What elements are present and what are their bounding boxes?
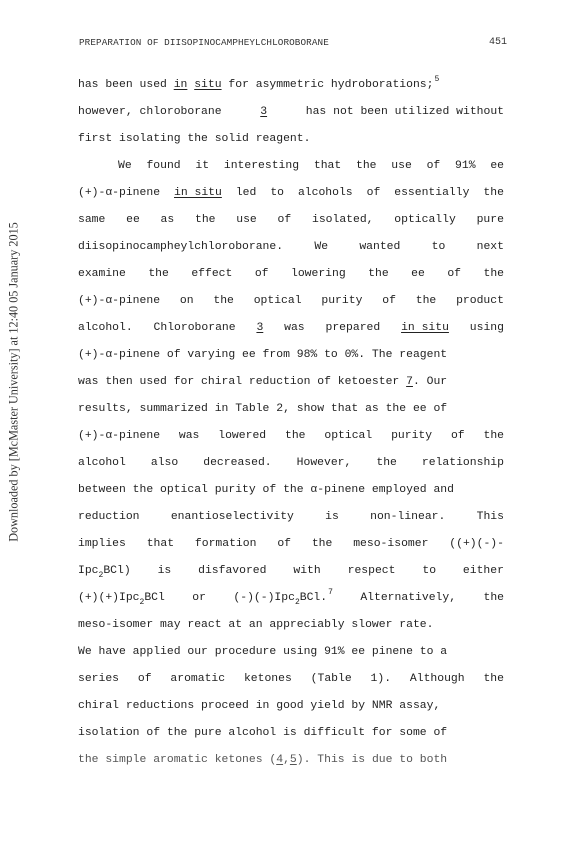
word: the (483, 673, 504, 685)
text-line: however, chloroborane 3 has not been utilized without (78, 106, 504, 118)
word: the (483, 187, 504, 199)
word: optically (394, 214, 456, 226)
word: on (179, 295, 194, 307)
word: enantioselectivity (170, 511, 294, 523)
word: the (376, 457, 397, 469)
text-line (78, 293, 504, 309)
word: essentially (394, 187, 470, 199)
word: of (277, 214, 292, 226)
word: to (270, 187, 284, 199)
word: of (447, 268, 461, 280)
word: is (325, 511, 339, 523)
word: 1). (370, 673, 392, 685)
word: the (284, 430, 306, 442)
word: the (483, 268, 504, 280)
word: (+)-α-pinene (78, 430, 161, 442)
word: ee (411, 268, 425, 280)
word: (Table (310, 673, 352, 685)
word: disfavored (198, 565, 267, 577)
word: the (213, 295, 234, 307)
text-line: meso-isomer may react at an appreciably slower rate. (78, 619, 434, 631)
word: effect (191, 268, 233, 280)
word: ee (126, 214, 140, 226)
word: (+)-α-pinene (78, 187, 161, 199)
word: next (476, 241, 504, 253)
text-line (78, 239, 504, 255)
word: the (311, 538, 333, 550)
word: aromatic (170, 673, 226, 685)
word: also (150, 457, 179, 469)
word: with (293, 565, 321, 577)
word: that (146, 538, 175, 550)
text-line: first isolating the solid reagent. (78, 133, 311, 145)
word: same (78, 214, 106, 226)
text-line: was then used for chiral reduction of ketoester 7. Our (78, 376, 448, 388)
word: This (476, 511, 504, 523)
word: interesting (223, 160, 300, 172)
word: the (355, 160, 377, 172)
word: isolated, (311, 214, 374, 226)
word: reduction (78, 511, 140, 523)
word: implies (78, 538, 126, 550)
word: ketones (243, 673, 292, 685)
text-line: results, summarized in Table 2, show that as the ee of (78, 403, 448, 415)
word: alcohol (78, 457, 126, 469)
word: product (456, 295, 504, 307)
word: of (382, 295, 396, 307)
text-line: alcohol. Chloroborane 3 was prepared in situ using (78, 322, 504, 334)
word: found (146, 160, 181, 172)
word: pure (476, 214, 504, 226)
word: of (137, 673, 152, 685)
text-line: chiral reductions proceed in good yield by NMR assay, (78, 700, 441, 712)
word: the (368, 268, 389, 280)
word: the (194, 214, 216, 226)
word: optical (324, 430, 373, 442)
word: optical (253, 295, 302, 307)
word: decreased. (203, 457, 272, 469)
word: non-linear. (370, 511, 446, 523)
word: of (254, 268, 269, 280)
word: lowered (218, 430, 267, 442)
word: However, (296, 457, 352, 469)
text-line (78, 266, 504, 282)
word: series (78, 673, 120, 685)
word: use (391, 160, 412, 172)
text-line (78, 509, 504, 525)
word: was (178, 430, 200, 442)
word: is (157, 565, 172, 577)
word: of (450, 430, 465, 442)
word: purity (321, 295, 363, 307)
word: to (431, 241, 446, 253)
word: ((+)(-)- (449, 538, 504, 550)
word: Although (409, 673, 465, 685)
running-header (79, 37, 507, 53)
text-line (78, 185, 504, 201)
word: the (415, 295, 437, 307)
word: that (313, 160, 342, 172)
word: purity (391, 430, 433, 442)
text-line: (+)(+)Ipc$_2$BCl or (-)(-)Ipc$_2$BCl.$^7$ Alternatively, the (78, 588, 504, 607)
word: of (426, 160, 441, 172)
word: it (195, 160, 210, 172)
word: as (160, 214, 175, 226)
word: (+)-α-pinene (78, 295, 161, 307)
word: the (483, 430, 504, 442)
word: of (366, 187, 381, 199)
word: alcohols (297, 187, 353, 199)
text-line: We have applied our procedure using 91% ee pinene to a (78, 646, 448, 658)
text-line (78, 428, 504, 444)
word: We (118, 160, 132, 172)
text-line (78, 212, 504, 228)
header-title: PREPARATION OF DIISOPINOCAMPHEYLCHLOROBORANE (79, 37, 329, 48)
text-line: has been used in situ for asymmetric hydroborations;$^5$ (78, 75, 440, 91)
text-line: (+)-α-pinene of varying ee from 98% to 0%. The reagent (78, 349, 448, 361)
word: lowering (291, 268, 346, 280)
download-notice-text: Downloaded by [McMaster University] at 12:40 05 January 2015 (6, 222, 21, 542)
word: led (235, 187, 257, 199)
word: diisopinocampheylchloroborane. (78, 241, 284, 253)
text-line: Ipc$_2$BCl) is disfavored with respect to either (78, 565, 504, 580)
text-line: between the optical purity of the α-pinene employed and (78, 484, 454, 496)
text-line (118, 158, 504, 174)
download-notice (4, 162, 24, 602)
text-line (78, 536, 504, 552)
word: of (277, 538, 291, 550)
text-line: isolation of the pure alcohol is difficult for some of (78, 727, 448, 739)
word: wanted (359, 241, 401, 253)
word: either (462, 565, 504, 577)
word: to (422, 565, 437, 577)
word: examine (78, 268, 126, 280)
page-number: 451 (488, 37, 507, 48)
word: 91% (455, 160, 476, 172)
text-line (78, 671, 504, 687)
word: respect (347, 565, 396, 577)
word: relationship (421, 457, 504, 469)
text-line (78, 455, 504, 471)
word: in situ (174, 187, 222, 199)
word: use (236, 214, 257, 226)
word: ee (490, 160, 504, 172)
word: the (148, 268, 169, 280)
word: We (314, 241, 329, 253)
word: formation (194, 538, 257, 550)
text-line: the simple aromatic ketones (4,5). This is due to both (78, 754, 448, 766)
word: meso-isomer (353, 538, 429, 550)
